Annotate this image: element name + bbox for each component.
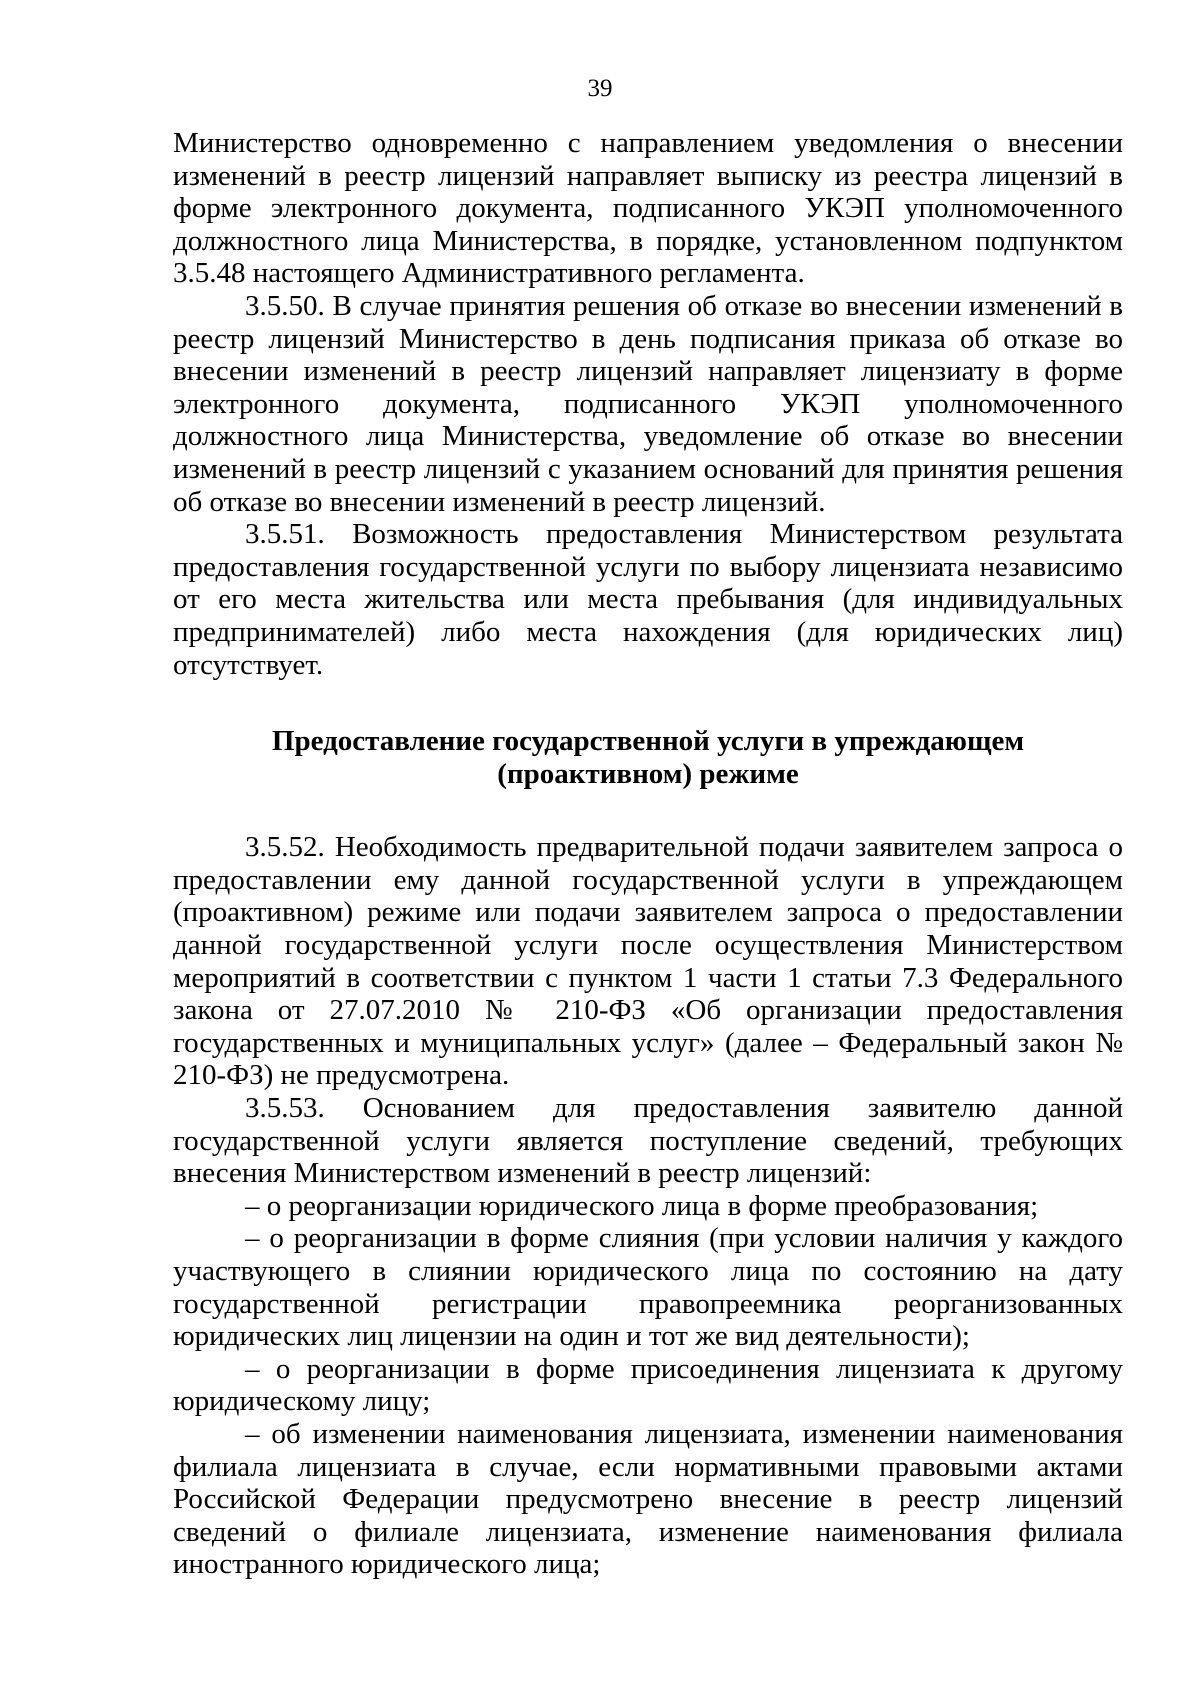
paragraph-3-5-52: 3.5.52. Необходимость предварительной подачи заявителем запроса о предоставлении ему данной государственной услуги в упреждающем (проактивном) режиме или подачи заявителем запроса о предоставлении данной государственной услуги после осуществления Министерством мероприятий в соответствии с пунктом 1 части 1 статьи 7.3 Федерального закона от 27.07.2010 № 210-ФЗ «Об организации предоставления государственных и муниципальных услуг» (далее – Федеральный закон № 210-ФЗ) не предусмотрена. — [173, 831, 1123, 1092]
paragraph-ministry-notification: Министерство одновременно с направлением уведомления о внесении изменений в реестр лицензий направляет выписку из реестра лицензий в форме электронного документа, подписанного УКЭП уполномоченного должностного лица Министерства, в порядке, установленном подпунктом 3.5.48 настоящего Административного регламента. — [173, 127, 1123, 290]
list-item: – об изменении наименования лицензиата, изменении наименования филиала лицензиата в случае, если нормативными правовыми актами Российской Федерации предусмотрено внесение в реестр лицензий сведений о филиале лицензиата, изменение наименования филиала иностранного юридического лица; — [173, 1417, 1123, 1581]
section-heading-line-2: (проактивном) режиме — [497, 757, 799, 790]
list-item: – о реорганизации юридического лица в форме преобразования; — [245, 1189, 1039, 1222]
list-item: – о реорганизации в форме присоединения лицензиата к другому юридическому лицу; — [173, 1352, 1123, 1418]
paragraph-3-5-50: 3.5.50. В случае принятия решения об отказе во внесении изменений в реестр лицензий Министерство в день подписания приказа об отказе во внесении изменений в реестр лицензий направляет лицензиату в форме электронного документа, подписанного УКЭП уполномоченного должностного лица Министерства, уведомление об отказе во внесении изменений в реестр лицензий с указанием оснований для принятия решения об отказе во внесении изменений в реестр лицензий. — [173, 289, 1123, 518]
paragraph-3-5-53: 3.5.53. Основанием для предоставления заявителю данной государственной услуги является поступление сведений, требующих внесения Министерством изменений в реестр лицензий: — [173, 1092, 1123, 1190]
list-item: – о реорганизации в форме слияния (при условии наличия у каждого участвующего в слиянии юридического лица по состоянию на дату государственной регистрации правопреемника реорганизованных юридических лиц лицензии на один и тот же вид деятельности); — [173, 1222, 1123, 1353]
paragraph-3-5-51: 3.5.51. Возможность предоставления Министерством результата предоставления государственной услуги по выбору лицензиата независимо от его места жительства или места пребывания (для индивидуальных предпринимателей) либо места нахождения (для юридических лиц) отсутствует. — [173, 518, 1123, 681]
document-body — [173, 127, 1123, 1581]
section-heading-line-1: Предоставление государственной услуги в упреждающем — [271, 725, 1025, 758]
section-heading — [173, 725, 1123, 790]
page-number: 39 — [587, 75, 613, 102]
